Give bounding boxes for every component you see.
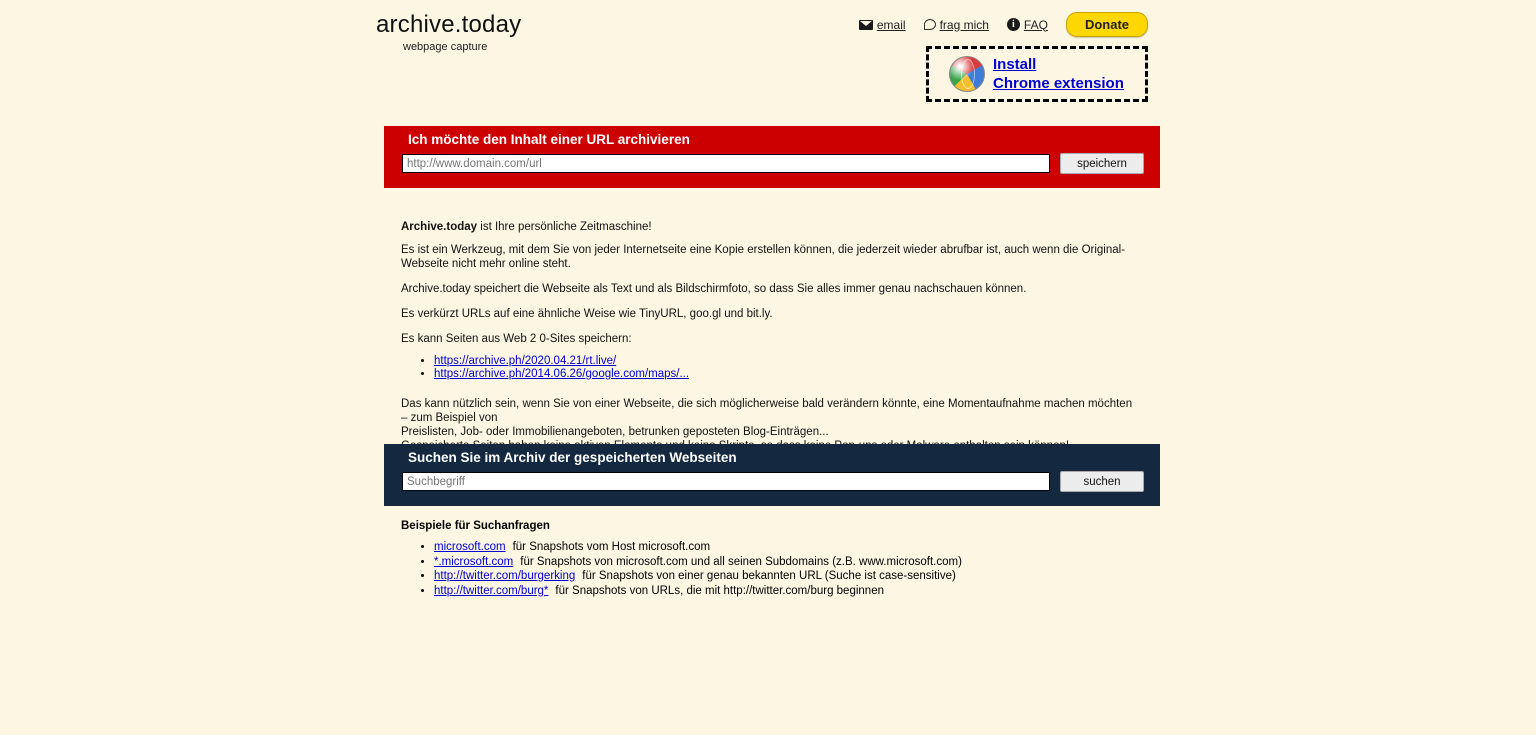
query-examples-list: [401, 540, 1141, 598]
globe-icon: [949, 56, 985, 92]
nav-faq-label[interactable]: FAQ: [1023, 17, 1048, 32]
query-example-link-1[interactable]: microsoft.com: [434, 541, 506, 553]
archive-panel-title: Ich möchte den Inhalt einer URL archivieren: [408, 132, 690, 147]
about-paragraph-6-line1: Das kann nützlich sein, wenn Sie von einer Webseite, die sich möglicherweise bald verändern könnte, eine Momentaufnahme machen möchten – zum Beispiel von: [401, 398, 1133, 424]
list-item: [434, 569, 1141, 584]
query-example-link-3[interactable]: http://twitter.com/burgerking: [434, 570, 576, 582]
nav-email[interactable]: [859, 18, 906, 32]
about-lead: [401, 220, 1141, 234]
archive-url-input[interactable]: [402, 154, 1050, 173]
top-navigation: [859, 12, 1148, 37]
about-paragraph-3: Archive.today speichert die Webseite als Text und als Bildschirmfoto, so dass Sie alles immer genau nachschauen können.: [401, 283, 1027, 295]
about-paragraph-4: Es verkürzt URLs auf eine ähnliche Weise wie TinyURL, goo.gl und bit.ly.: [401, 308, 773, 320]
search-panel: [384, 444, 1160, 506]
about-paragraph-2: Es ist ein Werkzeug, mit dem Sie von jeder Internetseite eine Kopie erstellen können, die jederzeit wieder abrufbar ist, auch wenn die Original-Webseite nicht mehr online steht.: [401, 244, 1126, 270]
search-submit-button[interactable]: suchen: [1060, 471, 1144, 492]
search-input[interactable]: [402, 472, 1050, 491]
about-paragraph-6-line2: Preislisten, Job- oder Immobilienangeboten, betrunken geposteten Blog-Einträgen...: [401, 426, 829, 438]
nav-ask-label[interactable]: frag mich: [939, 17, 989, 32]
about-example-links: [401, 355, 1141, 381]
search-panel-title: Suchen Sie im Archiv der gespeicherten Webseiten: [408, 450, 737, 465]
page-content: [376, 0, 1160, 735]
archive-submit-button[interactable]: speichern: [1060, 153, 1144, 174]
about-lead-rest: ist Ihre persönliche Zeitmaschine!: [477, 221, 652, 233]
brand-title: archive.today: [376, 11, 522, 38]
query-example-desc-3: für Snapshots von einer genau bekannten URL (Suche ist case-sensitive): [582, 570, 956, 582]
info-icon: i: [1007, 18, 1020, 31]
chrome-extension-link[interactable]: Chrome extension: [993, 75, 1124, 92]
chrome-extension-links: [993, 55, 1124, 93]
list-item: [434, 584, 1141, 599]
archive-form: [384, 153, 1160, 174]
brand-subtitle: webpage capture: [403, 41, 488, 53]
email-icon: [859, 20, 873, 30]
nav-email-label[interactable]: email: [876, 17, 906, 32]
nav-faq[interactable]: [1007, 18, 1048, 32]
about-lead-bold: Archive.today: [401, 221, 478, 233]
about-section: [401, 220, 1141, 453]
about-paragraph-5: Es kann Seiten aus Web 2 0-Sites speichern:: [401, 333, 632, 345]
brand: [376, 11, 521, 53]
donate-button[interactable]: Donate: [1066, 12, 1148, 37]
list-item: [434, 355, 1141, 368]
example-archive-link-1[interactable]: https://archive.ph/2020.04.21/rt.live/: [434, 355, 617, 367]
archive-panel: [384, 126, 1160, 188]
search-form: [384, 471, 1160, 492]
query-example-desc-4: für Snapshots von URLs, die mit http://twitter.com/burg beginnen: [555, 584, 884, 597]
list-item: [434, 368, 1141, 381]
speech-bubble-icon: [924, 19, 936, 30]
query-example-link-2[interactable]: *.microsoft.com: [434, 555, 514, 568]
query-examples-section: [401, 520, 1141, 598]
nav-ask[interactable]: [924, 18, 989, 32]
chrome-extension-banner[interactable]: [926, 46, 1148, 102]
query-examples-title: Beispiele für Suchanfragen: [401, 520, 550, 532]
query-example-desc-2: für Snapshots von microsoft.com und all seinen Subdomains (z.B. www.microsoft.com): [520, 555, 962, 568]
install-link[interactable]: Install: [993, 56, 1037, 73]
list-item: [434, 540, 1141, 555]
query-example-link-4[interactable]: http://twitter.com/burg*: [434, 584, 549, 597]
list-item: [434, 555, 1141, 570]
example-archive-link-2[interactable]: https://archive.ph/2014.06.26/google.com/maps/...: [434, 368, 690, 380]
query-example-desc-1: für Snapshots vom Host microsoft.com: [512, 541, 711, 553]
